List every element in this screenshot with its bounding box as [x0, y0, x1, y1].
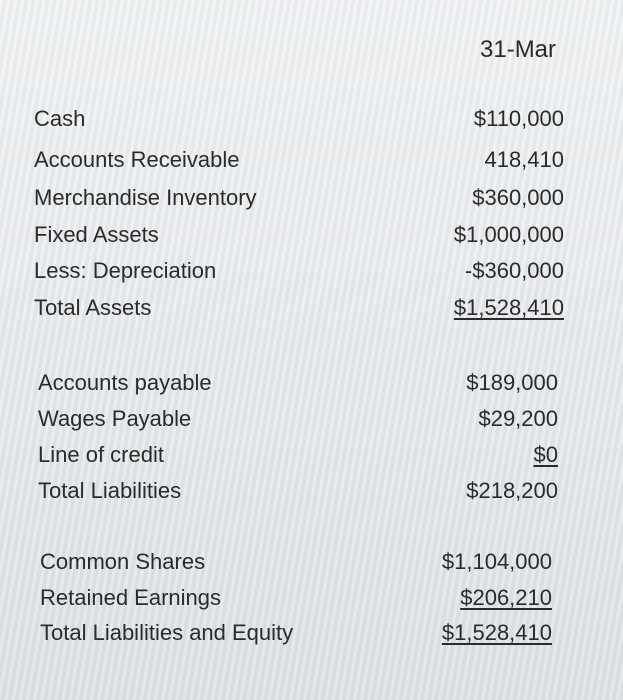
row-value: $110,000: [473, 106, 564, 131]
row-value: -$360,000: [464, 258, 564, 283]
liability-row-accounts-payable: [38, 366, 558, 400]
row-label: Retained Earnings: [40, 585, 222, 610]
row-label: Total Assets: [34, 295, 152, 320]
liability-row-total-liabilities: [38, 474, 558, 508]
asset-row-fixed-assets: [34, 218, 564, 252]
row-label: Wages Payable: [38, 406, 192, 431]
row-label: Fixed Assets: [34, 222, 159, 247]
row-value: $206,210: [460, 585, 552, 610]
equity-row-retained-earnings: [40, 581, 552, 615]
row-label: Merchandise Inventory: [34, 185, 257, 210]
liability-row-wages-payable: [38, 402, 558, 436]
equity-row-total-liabilities-and-equity: [40, 616, 552, 650]
row-value: $0: [533, 442, 558, 467]
row-label: Accounts Receivable: [34, 147, 240, 172]
row-value: $29,200: [478, 406, 558, 431]
row-value: $189,000: [466, 370, 558, 395]
row-label: Cash: [34, 106, 86, 131]
row-label: Accounts payable: [38, 370, 212, 395]
asset-row-less-depreciation: [34, 254, 564, 288]
asset-row-merchandise-inventory: [34, 181, 564, 215]
row-value: $1,104,000: [441, 549, 552, 574]
equity-row-common-shares: [40, 545, 552, 579]
row-label: Total Liabilities and Equity: [40, 620, 294, 645]
asset-row-accounts-receivable: [34, 143, 564, 177]
asset-row-total-assets: [34, 291, 564, 325]
row-value: $1,528,410: [453, 295, 564, 320]
row-value: 418,410: [484, 147, 564, 172]
row-value: $218,200: [466, 478, 558, 503]
row-label: Common Shares: [40, 549, 206, 574]
row-value: $360,000: [472, 185, 564, 210]
row-label: Total Liabilities: [38, 478, 182, 503]
date-column-header: 31-Mar: [480, 36, 557, 63]
asset-row-cash: [34, 102, 564, 136]
row-value: $1,000,000: [453, 222, 564, 247]
liability-row-line-of-credit: [38, 438, 558, 472]
row-label: Less: Depreciation: [34, 258, 217, 283]
row-label: Line of credit: [38, 442, 164, 467]
row-value: $1,528,410: [441, 620, 552, 645]
